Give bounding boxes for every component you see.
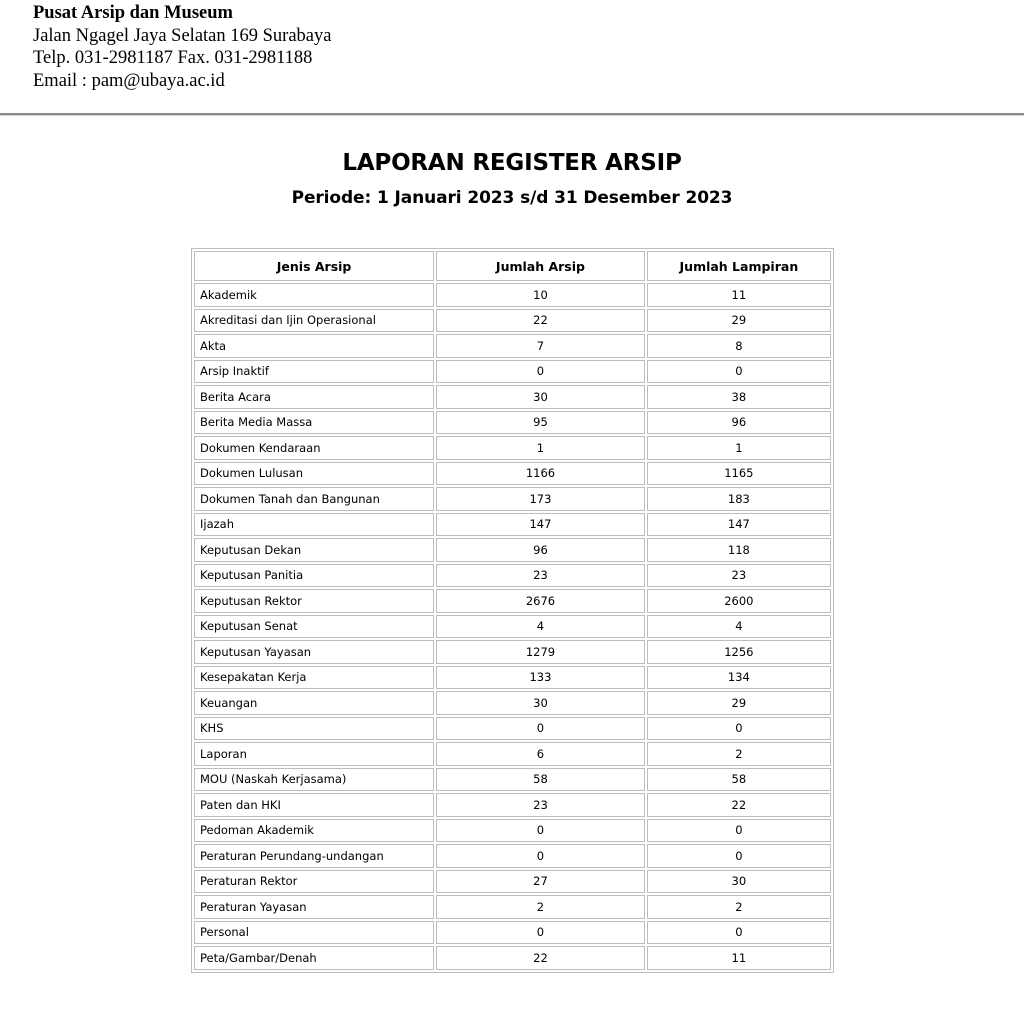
cell-jumlah-arsip: 0 — [436, 360, 645, 384]
table-row — [194, 538, 831, 562]
table-row — [194, 793, 831, 817]
cell-jumlah-arsip: 133 — [436, 666, 645, 690]
cell-jumlah-lampiran: 8 — [647, 334, 831, 358]
cell-jenis-arsip: Keputusan Yayasan — [194, 640, 434, 664]
cell-jumlah-arsip: 95 — [436, 411, 645, 435]
cell-jumlah-lampiran: 1165 — [647, 462, 831, 486]
table-row — [194, 564, 831, 588]
cell-jenis-arsip: Dokumen Lulusan — [194, 462, 434, 486]
org-address: Jalan Ngagel Jaya Selatan 169 Surabaya — [33, 25, 332, 46]
cell-jenis-arsip: Peraturan Perundang-undangan — [194, 844, 434, 868]
archive-register-table — [191, 248, 834, 973]
table-row — [194, 921, 831, 945]
cell-jumlah-arsip: 1279 — [436, 640, 645, 664]
cell-jumlah-arsip: 0 — [436, 921, 645, 945]
letterhead — [33, 2, 331, 92]
cell-jumlah-arsip: 23 — [436, 793, 645, 817]
cell-jumlah-lampiran: 1256 — [647, 640, 831, 664]
cell-jenis-arsip: Pedoman Akademik — [194, 819, 434, 843]
table-body — [194, 283, 831, 970]
table-row — [194, 844, 831, 868]
cell-jumlah-arsip: 22 — [436, 309, 645, 333]
cell-jenis-arsip: Keputusan Senat — [194, 615, 434, 639]
cell-jenis-arsip: Personal — [194, 921, 434, 945]
table-row — [194, 283, 831, 307]
cell-jumlah-arsip: 0 — [436, 844, 645, 868]
cell-jenis-arsip: Arsip Inaktif — [194, 360, 434, 384]
column-header-jumlah-lampiran: Jumlah Lampiran — [647, 251, 831, 281]
cell-jumlah-lampiran: 0 — [647, 717, 831, 741]
cell-jenis-arsip: Peraturan Yayasan — [194, 895, 434, 919]
cell-jenis-arsip: Berita Media Massa — [194, 411, 434, 435]
cell-jumlah-arsip: 4 — [436, 615, 645, 639]
report-title: LAPORAN REGISTER ARSIP — [342, 150, 682, 176]
cell-jenis-arsip: MOU (Naskah Kerjasama) — [194, 768, 434, 792]
cell-jumlah-lampiran: 11 — [647, 946, 831, 970]
cell-jumlah-arsip: 0 — [436, 819, 645, 843]
table-row — [194, 819, 831, 843]
cell-jumlah-lampiran: 0 — [647, 844, 831, 868]
cell-jumlah-arsip: 30 — [436, 691, 645, 715]
cell-jumlah-arsip: 6 — [436, 742, 645, 766]
cell-jumlah-arsip: 22 — [436, 946, 645, 970]
cell-jumlah-lampiran: 2600 — [647, 589, 831, 613]
cell-jenis-arsip: Dokumen Tanah dan Bangunan — [194, 487, 434, 511]
cell-jumlah-lampiran: 0 — [647, 921, 831, 945]
table-row — [194, 360, 831, 384]
cell-jumlah-arsip: 1166 — [436, 462, 645, 486]
cell-jenis-arsip: Akta — [194, 334, 434, 358]
header-divider — [0, 113, 1024, 116]
table-header-row — [194, 251, 831, 281]
org-phone-fax: Telp. 031-2981187 Fax. 031-2981188 — [33, 48, 313, 68]
cell-jumlah-lampiran: 2 — [647, 895, 831, 919]
column-header-jenis-arsip: Jenis Arsip — [194, 251, 434, 281]
cell-jenis-arsip: Keuangan — [194, 691, 434, 715]
cell-jenis-arsip: Keputusan Dekan — [194, 538, 434, 562]
cell-jumlah-lampiran: 134 — [647, 666, 831, 690]
cell-jenis-arsip: Paten dan HKI — [194, 793, 434, 817]
table-row — [194, 640, 831, 664]
cell-jumlah-lampiran: 118 — [647, 538, 831, 562]
cell-jenis-arsip: Akreditasi dan Ijin Operasional — [194, 309, 434, 333]
table-row — [194, 946, 831, 970]
cell-jenis-arsip: Keputusan Panitia — [194, 564, 434, 588]
cell-jenis-arsip: Peraturan Rektor — [194, 870, 434, 894]
table-row — [194, 411, 831, 435]
table-row — [194, 589, 831, 613]
cell-jumlah-lampiran: 22 — [647, 793, 831, 817]
cell-jenis-arsip: Kesepakatan Kerja — [194, 666, 434, 690]
cell-jenis-arsip: Keputusan Rektor — [194, 589, 434, 613]
table-row — [194, 870, 831, 894]
cell-jumlah-lampiran: 23 — [647, 564, 831, 588]
cell-jenis-arsip: Ijazah — [194, 513, 434, 537]
cell-jumlah-arsip: 2 — [436, 895, 645, 919]
cell-jumlah-lampiran: 96 — [647, 411, 831, 435]
cell-jenis-arsip: Berita Acara — [194, 385, 434, 409]
cell-jumlah-arsip: 0 — [436, 717, 645, 741]
cell-jumlah-lampiran: 29 — [647, 691, 831, 715]
cell-jenis-arsip: KHS — [194, 717, 434, 741]
table-row — [194, 436, 831, 460]
cell-jumlah-arsip: 96 — [436, 538, 645, 562]
table-row — [194, 334, 831, 358]
cell-jumlah-lampiran: 0 — [647, 360, 831, 384]
cell-jumlah-lampiran: 147 — [647, 513, 831, 537]
table-row — [194, 309, 831, 333]
cell-jenis-arsip: Peta/Gambar/Denah — [194, 946, 434, 970]
cell-jumlah-arsip: 27 — [436, 870, 645, 894]
cell-jumlah-arsip: 30 — [436, 385, 645, 409]
column-header-jumlah-arsip: Jumlah Arsip — [436, 251, 645, 281]
cell-jumlah-lampiran: 4 — [647, 615, 831, 639]
table-row — [194, 615, 831, 639]
cell-jumlah-arsip: 23 — [436, 564, 645, 588]
table-row — [194, 895, 831, 919]
cell-jumlah-lampiran: 2 — [647, 742, 831, 766]
cell-jumlah-lampiran: 30 — [647, 870, 831, 894]
report-period: Periode: 1 Januari 2023 s/d 31 Desember 2023 — [291, 188, 733, 208]
cell-jenis-arsip: Akademik — [194, 283, 434, 307]
cell-jumlah-arsip: 147 — [436, 513, 645, 537]
cell-jumlah-lampiran: 1 — [647, 436, 831, 460]
cell-jumlah-arsip: 10 — [436, 283, 645, 307]
cell-jumlah-lampiran: 29 — [647, 309, 831, 333]
table-row — [194, 487, 831, 511]
cell-jumlah-lampiran: 38 — [647, 385, 831, 409]
cell-jumlah-arsip: 1 — [436, 436, 645, 460]
table-row — [194, 666, 831, 690]
cell-jenis-arsip: Dokumen Kendaraan — [194, 436, 434, 460]
cell-jumlah-arsip: 173 — [436, 487, 645, 511]
cell-jenis-arsip: Laporan — [194, 742, 434, 766]
table-row — [194, 742, 831, 766]
org-name: Pusat Arsip dan Museum — [33, 3, 233, 23]
table-row — [194, 717, 831, 741]
cell-jumlah-arsip: 7 — [436, 334, 645, 358]
cell-jumlah-lampiran: 183 — [647, 487, 831, 511]
table-row — [194, 513, 831, 537]
table-row — [194, 691, 831, 715]
cell-jumlah-arsip: 2676 — [436, 589, 645, 613]
cell-jumlah-arsip: 58 — [436, 768, 645, 792]
cell-jumlah-lampiran: 0 — [647, 819, 831, 843]
table-row — [194, 385, 831, 409]
cell-jumlah-lampiran: 11 — [647, 283, 831, 307]
org-email: Email : pam@ubaya.ac.id — [33, 70, 225, 91]
table-row — [194, 768, 831, 792]
cell-jumlah-lampiran: 58 — [647, 768, 831, 792]
table-row — [194, 462, 831, 486]
